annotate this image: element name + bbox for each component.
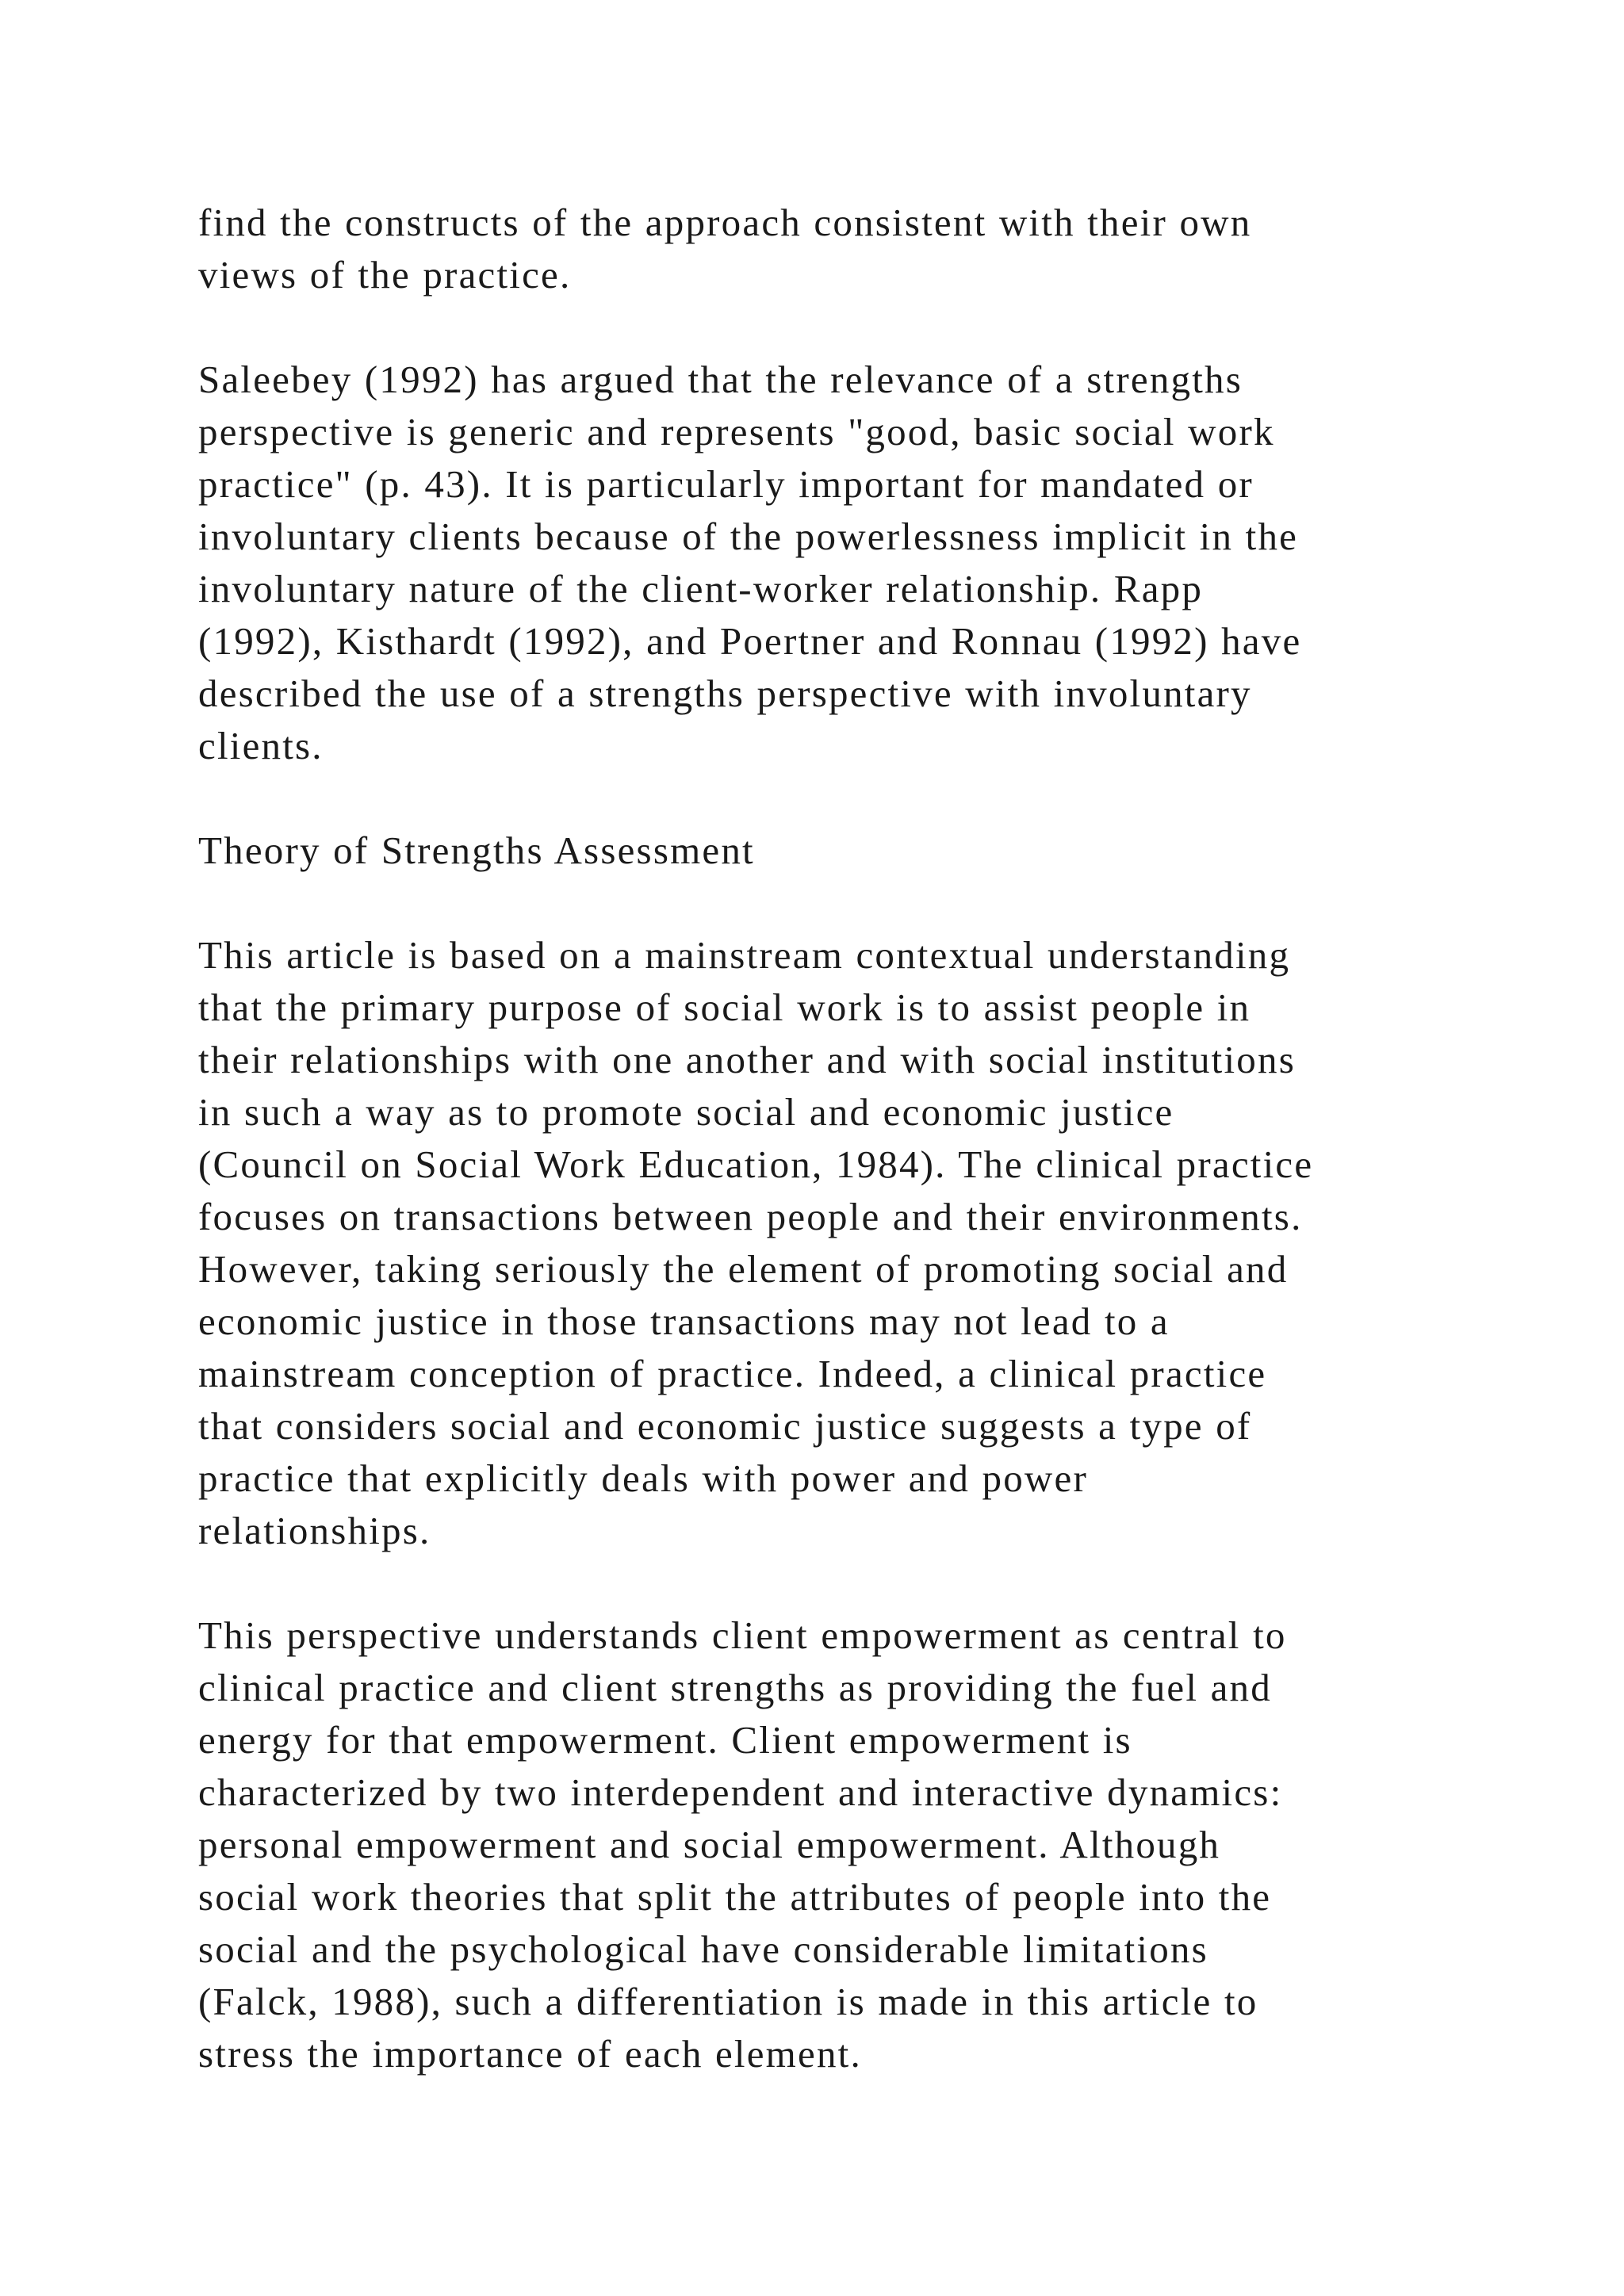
paragraph-empowerment xyxy=(198,1609,1515,2080)
text-line: economic justice in those transactions may not lead to a xyxy=(198,1299,1170,1343)
text-line: involuntary clients because of the powerlessness implicit in the xyxy=(198,515,1299,558)
text-line: characterized by two interdependent and interactive dynamics: xyxy=(198,1770,1283,1814)
text-line: stress the importance of each element. xyxy=(198,2032,862,2076)
text-line: social and the psychological have considerable limitations xyxy=(198,1927,1208,1971)
text-line: clinical practice and client strengths as providing the fuel and xyxy=(198,1666,1272,1709)
text-line: energy for that empowerment. Client empowerment is xyxy=(198,1718,1132,1762)
text-line: their relationships with one another and with social institutions xyxy=(198,1038,1296,1081)
paragraph-mainstream xyxy=(198,929,1515,1557)
text-line: focuses on transactions between people and their environments. xyxy=(198,1195,1303,1238)
text-line: mainstream conception of practice. Indeed, a clinical practice xyxy=(198,1352,1267,1395)
text-line: social work theories that split the attributes of people into the xyxy=(198,1875,1272,1919)
text-line: (Council on Social Work Education, 1984). The clinical practice xyxy=(198,1142,1314,1186)
text-line: in such a way as to promote social and economic justice xyxy=(198,1090,1174,1134)
text-line: Saleebey (1992) has argued that the relevance of a strengths xyxy=(198,358,1243,401)
text-line: personal empowerment and social empowerment. Although xyxy=(198,1823,1221,1866)
paragraph-intro xyxy=(198,197,1515,301)
text-line: (Falck, 1988), such a differentiation is made in this article to xyxy=(198,1980,1258,2023)
text-line: practice that explicitly deals with power and power xyxy=(198,1456,1088,1500)
text-line: This perspective understands client empowerment as central to xyxy=(198,1613,1287,1657)
text-line: practice" (p. 43). It is particularly important for mandated or xyxy=(198,462,1254,506)
text-line: find the constructs of the approach consistent with their own xyxy=(198,201,1252,244)
text-line: views of the practice. xyxy=(198,253,572,297)
text-line: However, taking seriously the element of promoting social and xyxy=(198,1247,1289,1291)
text-line: described the use of a strengths perspective with involuntary xyxy=(198,672,1252,715)
paragraph-saleebey xyxy=(198,354,1515,772)
text-line: that considers social and economic justice suggests a type of xyxy=(198,1404,1252,1448)
text-line: (1992), Kisthardt (1992), and Poertner and Ronnau (1992) have xyxy=(198,619,1302,663)
section-heading xyxy=(198,825,1515,877)
text-line: perspective is generic and represents "good, basic social work xyxy=(198,410,1275,453)
text-line: that the primary purpose of social work is to assist people in xyxy=(198,985,1251,1029)
text-line: This article is based on a mainstream contextual understanding xyxy=(198,933,1291,977)
document-page xyxy=(198,197,1515,2133)
text-line: relationships. xyxy=(198,1509,431,1552)
text-line: clients. xyxy=(198,724,324,767)
heading-line: Theory of Strengths Assessment xyxy=(198,828,755,872)
text-line: involuntary nature of the client-worker relationship. Rapp xyxy=(198,567,1204,610)
